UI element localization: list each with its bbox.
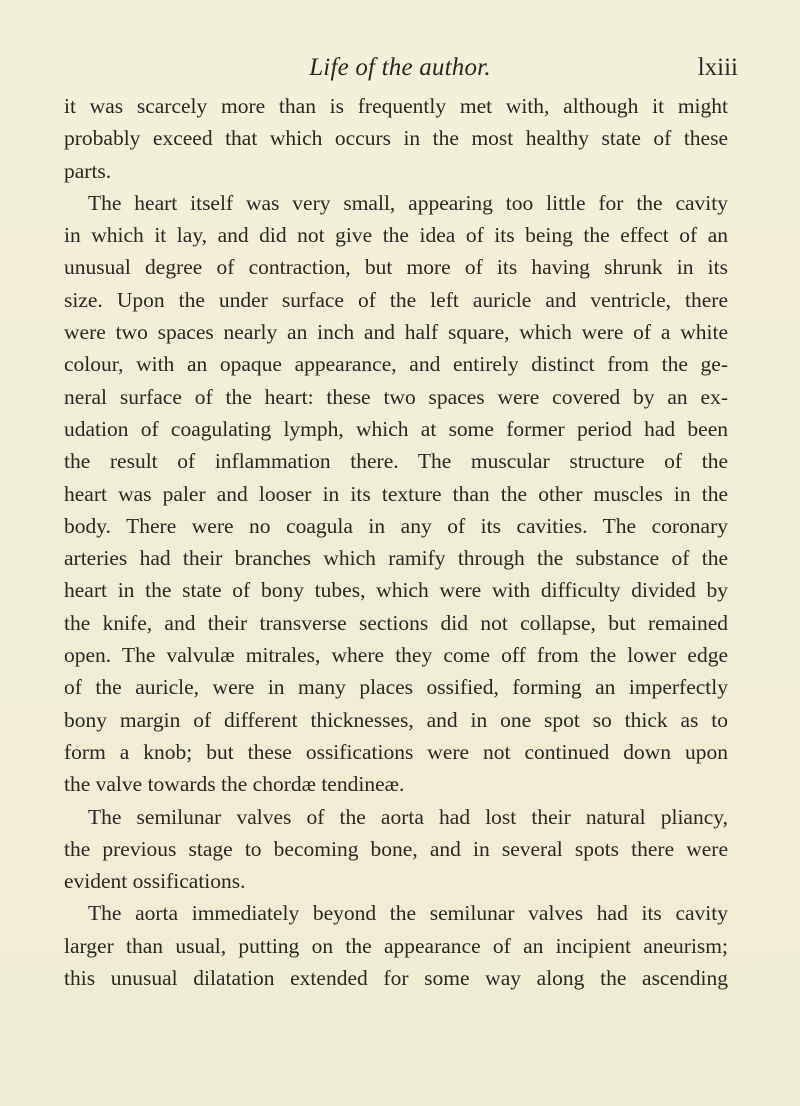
text-line: form a knob; but these ossifications were not continued down upon — [64, 739, 728, 764]
running-head — [62, 50, 738, 86]
text-line: unusual degree of contraction, but more of its having shrunk in its — [64, 255, 728, 280]
text-line: body. There were no coagula in any of its cavities. The coronary — [64, 513, 728, 538]
text-line: the previous stage to becoming bone, and in several spots there were — [64, 836, 728, 861]
text-line: The semilunar valves of the aorta had lost their natural pliancy, — [88, 804, 728, 829]
text-line: bony margin of different thicknesses, and in one spot so thick as to — [64, 707, 728, 732]
page-number: lxiii — [697, 54, 738, 81]
text-line: in which it lay, and did not give the idea of its being the effect of an — [64, 223, 728, 248]
body-text — [64, 90, 728, 994]
text-line: this unusual dilatation extended for some way along the ascending — [64, 966, 728, 991]
text-line: parts. — [64, 158, 112, 183]
text-line: neral surface of the heart: these two spaces were covered by an ex- — [64, 384, 728, 409]
text-line: udation of coagulating lymph, which at some former period had been — [64, 416, 728, 441]
running-title: Life of the author. — [309, 54, 491, 81]
text-line: evident ossifications. — [64, 869, 246, 894]
text-line: the knife, and their transverse sections did not collapse, but remained — [64, 610, 728, 635]
text-line: the valve towards the chordæ tendineæ. — [64, 772, 405, 797]
text-line: The heart itself was very small, appearing too little for the cavity — [88, 190, 728, 215]
text-line: were two spaces nearly an inch and half square, which were of a white — [64, 320, 728, 345]
text-line: colour, with an opaque appearance, and entirely distinct from the ge- — [64, 352, 728, 377]
text-line: of the auricle, were in many places ossified, forming an imperfectly — [64, 675, 728, 700]
text-line: probably exceed that which occurs in the most healthy state of these — [64, 126, 728, 151]
text-line: The aorta immediately beyond the semilunar valves had its cavity — [88, 901, 728, 926]
text-line: arteries had their branches which ramify through the substance of the — [64, 546, 728, 571]
text-line: open. The valvulæ mitrales, where they come off from the lower edge — [64, 643, 728, 668]
text-line: size. Upon the under surface of the left auricle and ventricle, there — [64, 287, 728, 312]
text-line: heart was paler and looser in its texture than the other muscles in the — [64, 481, 728, 506]
text-line: larger than usual, putting on the appearance of an incipient aneurism; — [64, 933, 728, 958]
text-line: it was scarcely more than is frequently met with, although it might — [64, 94, 728, 118]
text-line: heart in the state of bony tubes, which were with difficulty divided by — [64, 578, 728, 603]
text-line: the result of inflammation there. The muscular structure of the — [64, 449, 728, 474]
